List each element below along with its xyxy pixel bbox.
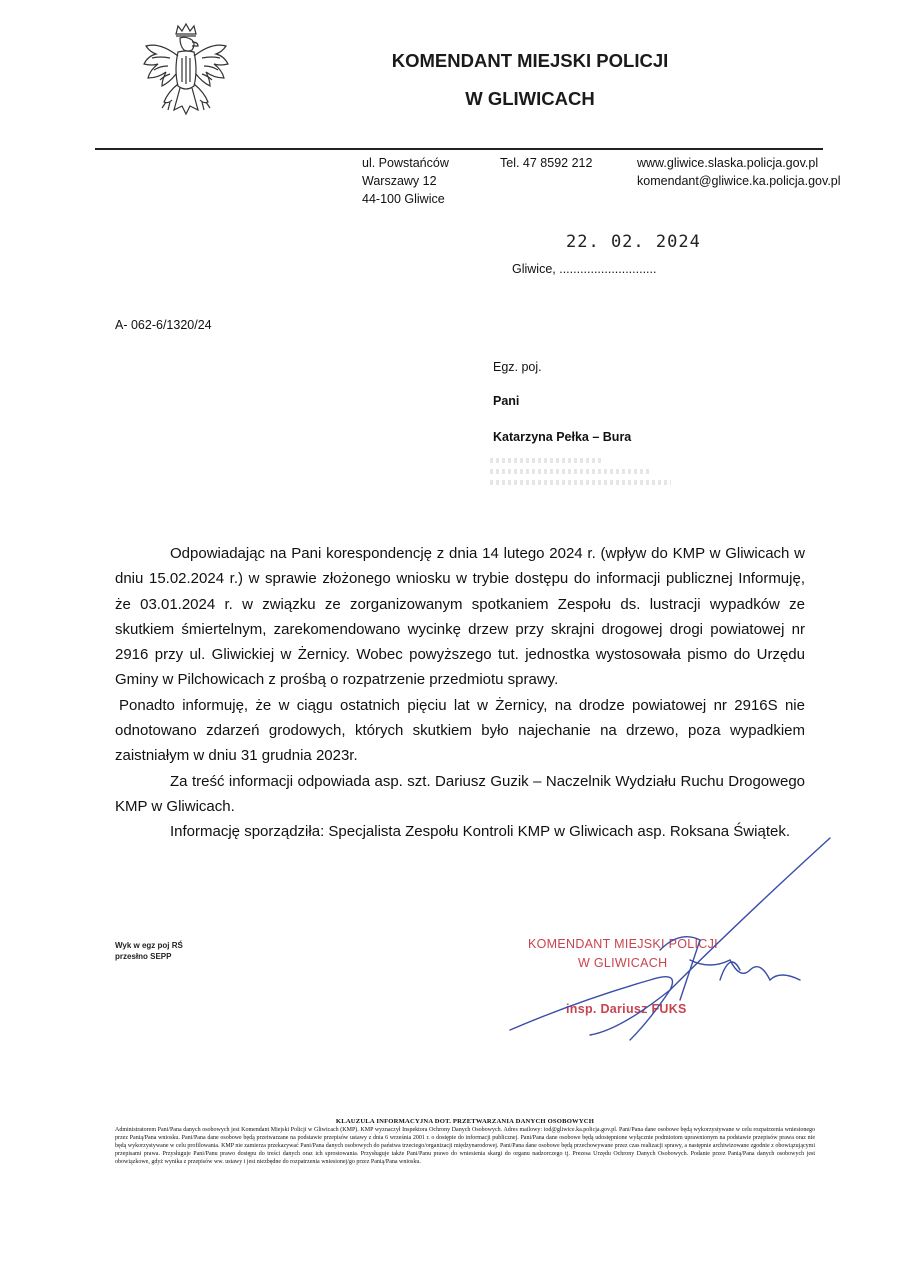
address-line: 44-100 Gliwice bbox=[362, 192, 445, 206]
email-link[interactable]: komendant@gliwice.ka.policja.gov.pl bbox=[637, 174, 841, 188]
address-line: ul. Powstańców bbox=[362, 156, 449, 170]
address-line: Warszawy 12 bbox=[362, 174, 437, 188]
website-link[interactable]: www.gliwice.slaska.policja.gov.pl bbox=[637, 156, 819, 170]
privacy-clause-text: Administratorem Pani/Pana danych osobowych jest Komendant Miejski Policji w Gliwicach (KMP). KMP wyznaczył Inspektora Ochrony Danych Osobowych. Adres mailowy: iod@gliwice.ka.policja.gov.pl. Pani/Pana dane osobowe będą wykorzystywane w celu rozpatrzenia wniesionego przez Panią/Pana wniosku. Pani/Pana dane osobowe będą przetwarzane na podstawie przepisów ustawy z dnia 6 września 2001 r. o dostępie do informacji publicznej. Pani/Pana dane osobowe będą udostępnione wyłącznie podmiotom uprawnionym na podstawie przepisów prawa oraz nie będą wykorzystywane w celu profilowania. KMP nie zamierza przekazywać Pani/Pana danych osobowych do państwa trzeciego/organizacji międzynarodowej. Pani/Pana dane osobowe będą przechowywane przez czas realizacji sprawy, a następnie archiwizowane zgodnie z obowiązującymi przepisami prawa. Przysługuje Pani/Panu prawo dostępu do treści danych oraz ich sprostowania. Przysługuje także Pani/Panu prawo do wniesienia skargi do organu nadzorczego tj. Prezesa Urzędu Ochrony Danych Osobowych. Podanie przez Panią/Pana danych osobowych jest obowiązkowe, gdyż wynika z przepisów ww. ustawy i jest niezbędne do rozpatrzenia wniesionej/go przez Panią/Pana wniosku. bbox=[115, 1127, 815, 1165]
body-paragraph: Ponadto informuję, że w ciągu ostatnich pięciu lat w Żernicy, na drodze powiatowej nr 2916S nie odnotowano zdarzeń grodowych, których skutkiem było najechanie na drzewo, poza wypadkiem zaistniałym w dniu 31 grudnia 2023r. bbox=[115, 696, 805, 765]
body-paragraph: Odpowiadając na Pani korespondencję z dnia 14 lutego 2024 r. (wpływ do KMP w Gliwicach w dniu 15.02.2024 r.) w sprawie złożonego wniosku w trybie dostępu do informacji publicznej Informuję, że 03.01.2024 r. w związku ze zorganizowanym spotkaniem Zespołu ds. lustracji wypadków ze skutkiem śmiertelnym, zarekomendowano wycinkę drzew przy skrajni drogowej drogi powiatowej nr 2916 przy ul. Gliwickiej w Żernicy. Wobec powyższego tut. jednostka wystosowała pismo do Urzędu Gminy w Pilchowicach z prośbą o rozpatrzenie przedmiotu sprawy. bbox=[115, 545, 805, 689]
handwritten-signature-icon bbox=[440, 830, 840, 1050]
copy-note: Egz. poj. bbox=[493, 360, 542, 374]
distribution-note bbox=[115, 940, 183, 962]
stamp-signatory: insp. Dariusz FUKS bbox=[566, 1002, 687, 1016]
contact-web-email bbox=[637, 154, 841, 190]
phone-number: Tel. 47 8592 212 bbox=[500, 156, 593, 170]
address-block bbox=[362, 154, 449, 208]
privacy-clause bbox=[115, 1118, 815, 1166]
letter-body bbox=[115, 541, 805, 845]
distribution-line: przesłno SEPP bbox=[115, 952, 172, 961]
institution-title-line2: W GLIWICACH bbox=[465, 88, 595, 109]
body-paragraph: Informację sporządziła: Specjalista Zespołu Kontroli KMP w Gliwicach asp. Roksana Świątek. bbox=[170, 823, 790, 841]
distribution-line: Wyk w egz poj RŚ bbox=[115, 941, 183, 950]
body-paragraph: Za treść informacji odpowiada asp. szt. Dariusz Guzik – Naczelnik Wydziału Ruchu Drogowego KMP w Gliwicach. bbox=[115, 772, 805, 815]
polish-eagle-icon bbox=[140, 22, 232, 130]
reference-number: A- 062-6/1320/24 bbox=[115, 318, 212, 332]
recipient-name: Katarzyna Pełka – Bura bbox=[493, 430, 632, 444]
redacted-address bbox=[490, 452, 680, 502]
place-date-line: Gliwice, ............................ bbox=[512, 262, 657, 276]
date-stamp: 22. 02. 2024 bbox=[566, 232, 701, 252]
privacy-clause-title: KLAUZULA INFORMACYJNA DOT. PRZETWARZANIA DANYCH OSOBOWYCH bbox=[335, 1118, 595, 1125]
stamp-line2: W GLIWICACH bbox=[578, 956, 668, 970]
institution-title-line1: KOMENDANT MIEJSKI POLICJI bbox=[391, 50, 669, 71]
salutation: Pani bbox=[493, 394, 520, 408]
stamp-line1: KOMENDANT MIEJSKI POLICJI bbox=[528, 937, 718, 951]
header-divider bbox=[95, 148, 823, 150]
